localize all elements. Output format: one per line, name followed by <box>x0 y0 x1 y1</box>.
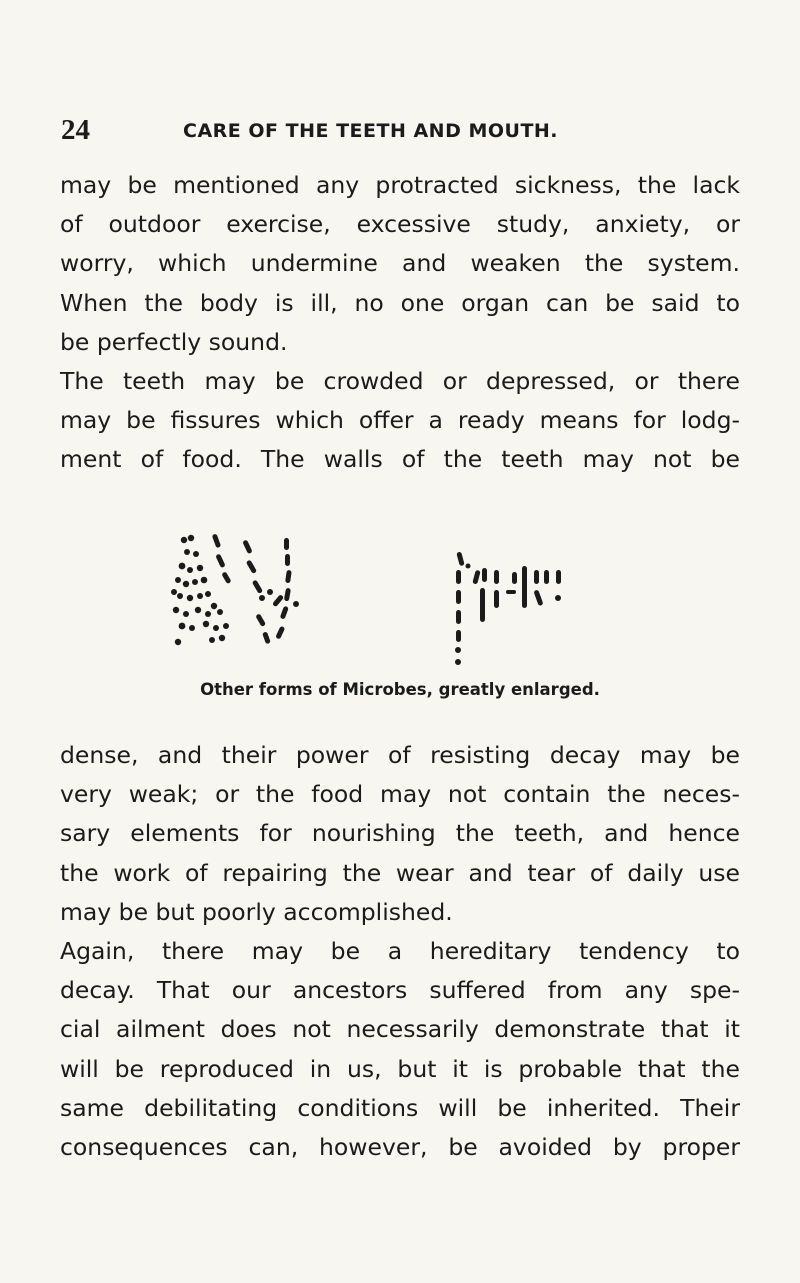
text-line: worry, which undermine and weaken the system. <box>60 249 740 278</box>
text-line: same debilitating conditions will be inherited. Their <box>60 1093 740 1122</box>
paragraph-1 <box>60 166 740 362</box>
figure-caption: Other forms of Microbes, greatly enlarged. <box>200 680 600 699</box>
paragraph-3 <box>60 736 740 932</box>
text-line: be perfectly sound. <box>60 327 288 356</box>
microbe-cluster-left <box>171 533 232 645</box>
microbe-cluster-right <box>455 551 561 665</box>
paragraph-4 <box>60 932 740 1167</box>
paragraph-2 <box>60 362 740 480</box>
text-line: may be mentioned any protracted sickness, the lack <box>60 171 740 199</box>
text-line: will be reproduced in us, but it is probable that the <box>60 1054 740 1083</box>
text-line: the work of repairing the wear and tear of daily use <box>60 858 740 887</box>
text-line: When the body is ill, no one organ can be said to <box>60 288 740 317</box>
text-line: cial ailment does not necessarily demonstrate that it <box>60 1015 740 1044</box>
text-line: dense, and their power of resisting decay may be <box>60 741 740 769</box>
microbe-cluster-middle <box>242 538 299 644</box>
text-line: may be but poorly accomplished. <box>60 897 453 926</box>
text-line: may be fissures which offer a ready means for lodg- <box>60 406 740 435</box>
microbes-illustration <box>160 510 640 680</box>
microbes-figure <box>160 510 640 715</box>
page-number: 24 <box>61 114 90 146</box>
text-line: sary elements for nourishing the teeth, and hence <box>60 819 740 848</box>
running-head: CARE OF THE TEETH AND MOUTH. <box>183 120 559 142</box>
text-line: ment of food. The walls of the teeth may not be <box>60 445 740 474</box>
text-line: decay. That our ancestors suffered from any spe- <box>60 976 740 1005</box>
text-line: very weak; or the food may not contain the neces- <box>60 780 740 809</box>
text-line: consequences can, however, be avoided by proper <box>60 1133 740 1162</box>
text-line: of outdoor exercise, excessive study, anxiety, or <box>60 210 740 239</box>
page-header <box>61 112 737 148</box>
text-line: Again, there may be a hereditary tendency to <box>60 937 740 965</box>
text-line: The teeth may be crowded or depressed, or there <box>60 367 740 395</box>
